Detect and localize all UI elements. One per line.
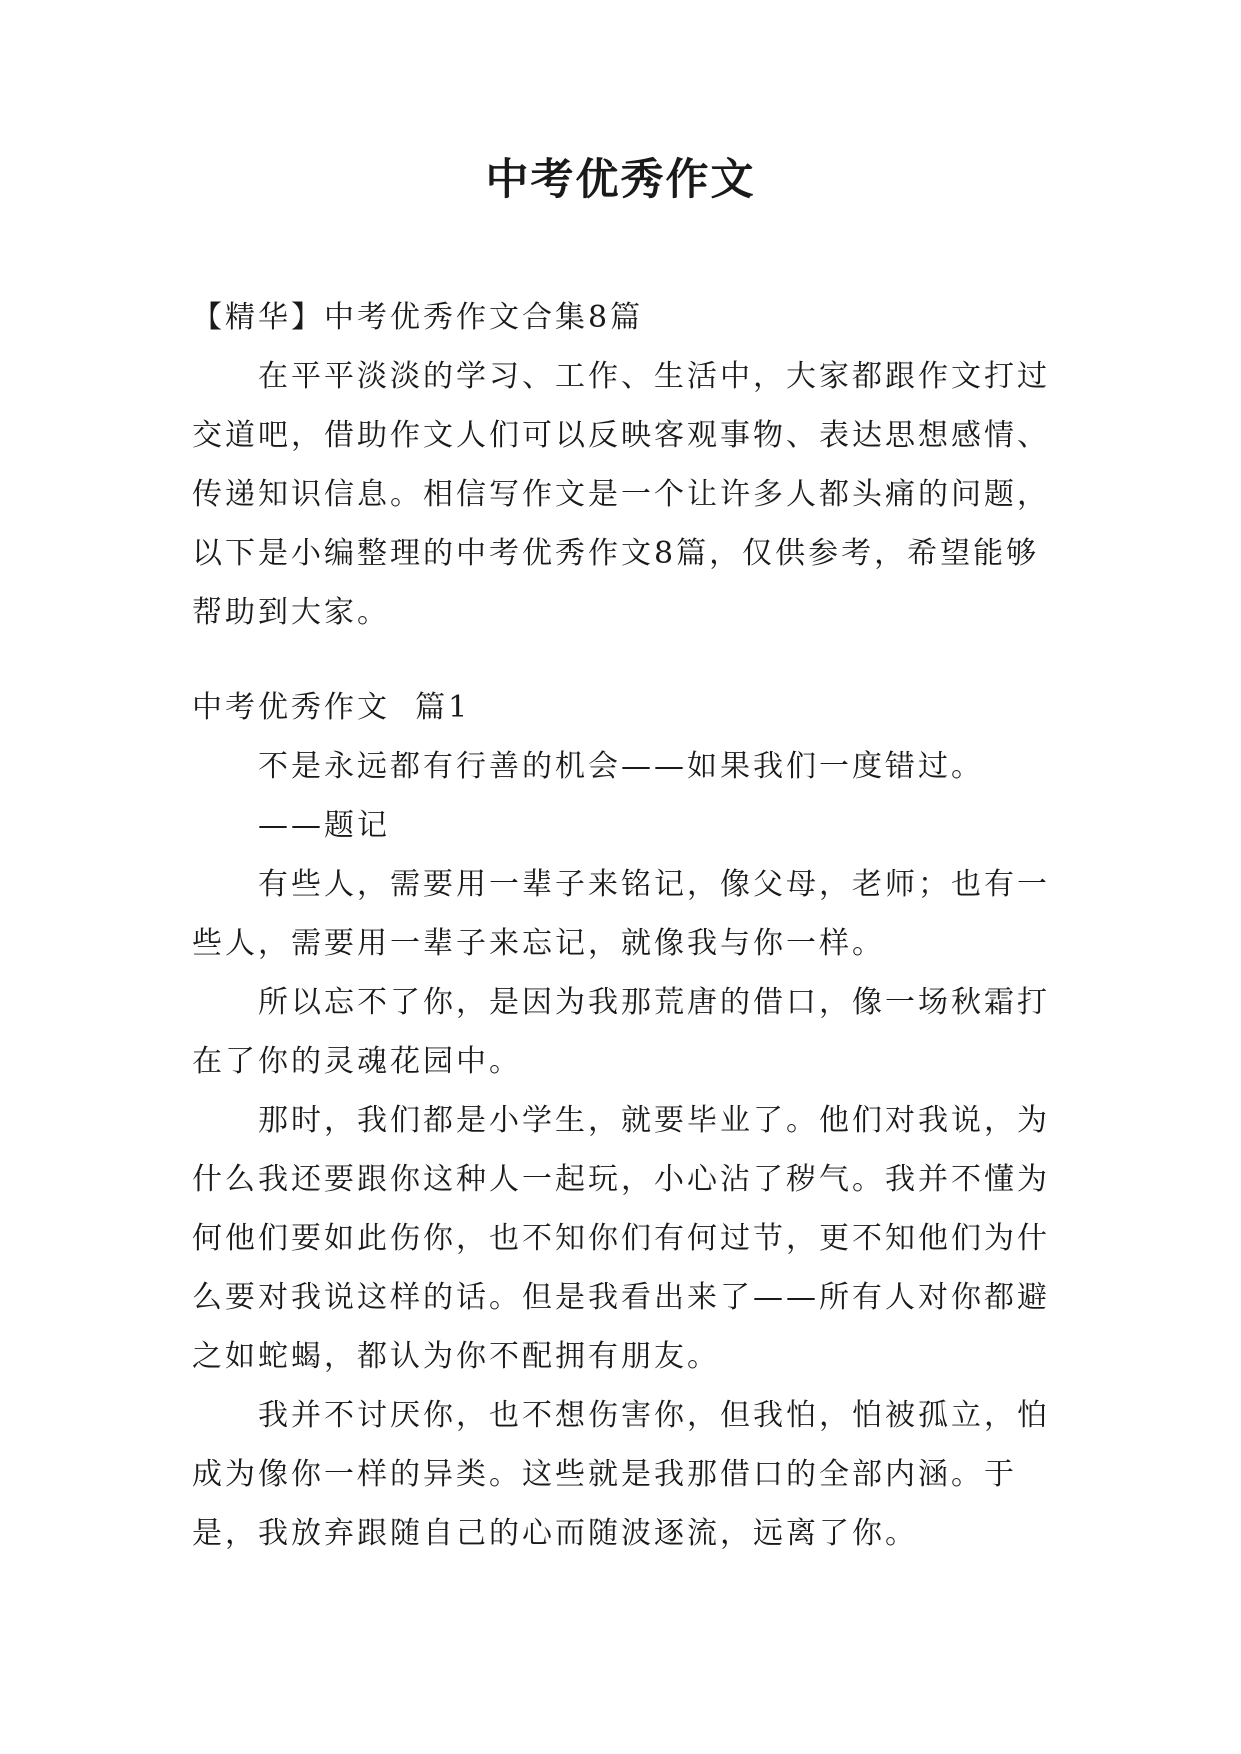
epigraph-attribution: ——题记: [258, 808, 390, 843]
document-body: [192, 288, 1062, 1563]
essay-paragraph: 有些人，需要用一辈子来铭记，像父母，老师；也有一些人，需要用一辈子来忘记，就像我与你一样。: [192, 867, 1050, 961]
essay-epigraph: 不是永远都有行善的机会——如果我们一度错过。: [258, 749, 984, 784]
document-title: 中考优秀作文: [485, 155, 756, 205]
essay-paragraph: 那时，我们都是小学生，就要毕业了。他们对我说，为什么我还要跟你这种人一起玩，小心沾了秽气。我并不懂为何他们要如此伤你，也不知你们有何过节，更不知他们为什么要对我说这样的话。但是我看出来了——所有人对你都避之如蛇蝎，都认为你不配拥有朋友。: [192, 1103, 1050, 1374]
collection-subtitle: 【精华】中考优秀作文合集8篇: [192, 300, 644, 335]
essay-paragraph: 我并不讨厌你，也不想伤害你，但我怕，怕被孤立，怕成为像你一样的异类。这些就是我那借口的全部内涵。于是，我放弃跟随自己的心而随波逐流，远离了你。: [192, 1398, 1050, 1551]
essay-heading: 中考优秀作文 篇1: [192, 690, 471, 725]
essay-paragraph: 所以忘不了你，是因为我那荒唐的借口，像一场秋霜打在了你的灵魂花园中。: [192, 985, 1050, 1079]
intro-paragraph: 在平平淡淡的学习、工作、生活中，大家都跟作文打过交道吧，借助作文人们可以反映客观事物、表达思想感情、传递知识信息。相信写作文是一个让许多人都头痛的问题，以下是小编整理的中考优秀作文8篇，仅供参考，希望能够帮助到大家。: [192, 359, 1050, 630]
